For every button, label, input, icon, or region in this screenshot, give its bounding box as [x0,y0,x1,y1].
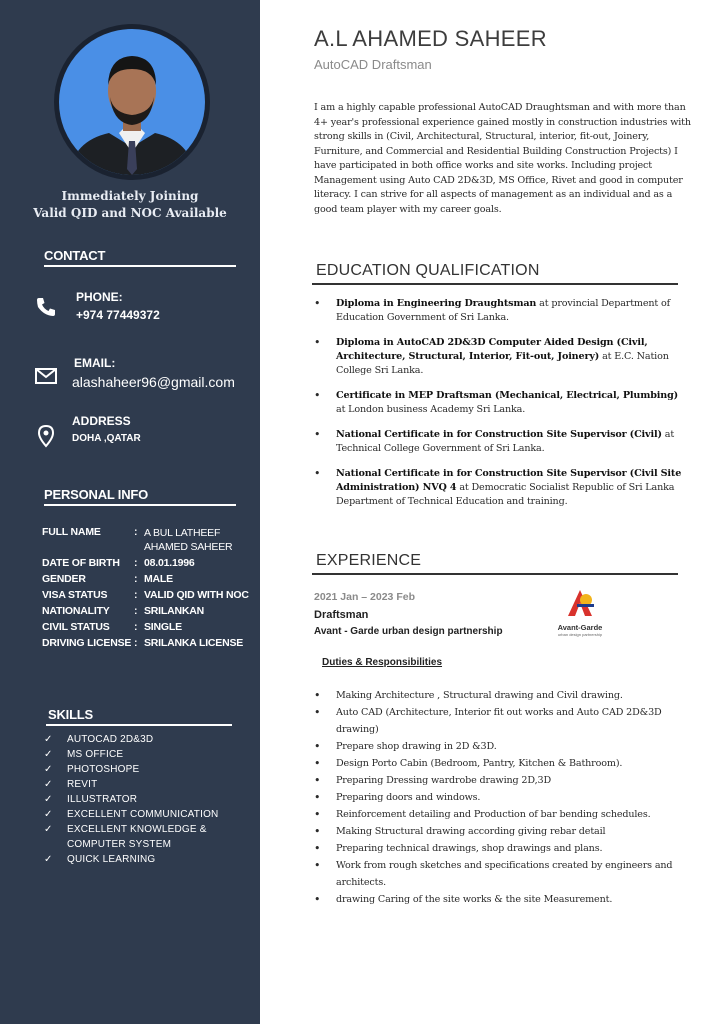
logo-subtext: urban design partnership [557,632,603,637]
experience-company: Avant - Garde urban design partnership [314,626,503,637]
info-colon: : [134,605,138,617]
duty-item: • Reinforcement detailing and Production of bar bending schedules. [314,806,692,823]
duty-item: • Design Porto Cabin (Bedroom, Pantry, Kitchen & Bathroom). [314,755,692,772]
availability-note [20,188,240,222]
info-value: SINGLE [144,621,182,633]
location-pin-icon [34,424,58,448]
skill-label: EXCELLENT KNOWLEDGE & COMPUTER SYSTEM [67,824,207,850]
contact-divider [44,265,236,267]
availability-line-1: Immediately Joining [61,189,199,203]
skill-label: REVIT [67,779,98,790]
education-qualification: Certificate in MEP Draftsman (Mechanical, Electrical, Plumbing) [336,390,679,401]
education-qualification: National Certificate in for Construction Site Supervisor (Civil Site Administration) NVQ 4 [336,468,682,493]
phone-number[interactable]: +974 77449372 [76,308,160,322]
info-row-nationality [42,605,264,617]
experience-title: EXPERIENCE [316,552,422,569]
checkmark-icon: ✓ [44,749,53,760]
info-value: 08.01.1996 [144,557,195,569]
skill-item [44,777,244,792]
person-portrait-icon [59,29,205,175]
skill-label: QUICK LEARNING [67,854,156,865]
skill-item [44,762,244,777]
personal-info-divider [44,504,236,506]
education-qualification: Diploma in AutoCAD 2D&3D Computer Aided Design (Civil, Architecture, Structural, Interior, Fit-out, Joinery) [336,337,648,362]
info-colon: : [134,573,138,585]
logo-text: Avant-Garde [557,623,603,632]
education-qualification: Diploma in Engineering Draughtsman [336,298,537,309]
education-institution: at E.C. Nation College Sri Lanka. [336,351,669,376]
info-row-full-name [42,526,244,554]
info-value: A BUL LATHEEF AHAMED SAHEER [144,527,233,553]
availability-line-2: Valid QID and NOC Available [33,206,227,220]
info-key: CIVIL STATUS [42,621,110,633]
info-row-driving-license [42,637,264,649]
skill-item [44,747,244,762]
education-institution: at Technical College Government of Sri Lanka. [336,429,675,454]
education-institution: at Democratic Socialist Republic of Sri Lanka Department of Technical Education and training. [336,482,675,507]
duty-item: • Preparing technical drawings, shop drawings and plans. [314,840,692,857]
phone-label: PHONE: [76,290,123,304]
info-row-civil-status [42,621,264,633]
info-row-visa [42,589,264,601]
address-label: ADDRESS [72,414,131,428]
info-key: NATIONALITY [42,605,110,617]
info-row-gender [42,573,264,585]
skill-label: EXCELLENT COMMUNICATION [67,809,219,820]
contact-title: CONTACT [44,248,106,263]
info-key: VISA STATUS [42,589,108,601]
education-qualification: National Certificate in for Construction Site Supervisor (Civil) [336,429,662,440]
candidate-role: AutoCAD Draftsman [314,57,432,72]
duty-item: • Making Structural drawing according giving rebar detail [314,823,692,840]
duty-item: • Preparing doors and windows. [314,789,692,806]
experience-divider [312,573,678,575]
avant-garde-logo-icon [550,588,610,620]
education-divider [312,283,678,285]
envelope-icon [34,364,58,388]
avatar [59,29,205,175]
education-item [314,467,688,509]
info-colon: : [134,557,138,569]
checkmark-icon: ✓ [44,734,53,745]
skills-title: SKILLS [48,707,94,722]
education-title: EDUCATION QUALIFICATION [316,262,540,279]
skill-label: MS OFFICE [67,749,124,760]
info-colon: : [134,589,138,601]
duty-item: • drawing Caring of the site works & the site Measurement. [314,891,692,908]
education-item [314,297,688,325]
education-item [314,389,688,417]
education-item [314,428,688,456]
skill-item [44,822,244,852]
education-list [314,297,688,520]
education-item [314,336,688,378]
skill-item [44,807,244,822]
experience-role: Draftsman [314,609,369,621]
info-colon: : [134,637,138,649]
skills-divider [46,724,232,726]
education-institution: at provincial Department of Education Government of Sri Lanka. [336,298,671,323]
email-address[interactable]: alashaheer96@gmail.com [72,374,235,390]
checkmark-icon: ✓ [44,779,53,790]
phone-icon [34,295,58,319]
info-key: FULL NAME [42,526,101,538]
profile-summary: I am a highly capable professional AutoCAD Draughtsman and with more than 4+ year's professional experience gained mostly in construction industries with strong skills in (Civil, Architectural, Structural, interior, fit-out, Joinery, Furniture, and Commercial and Residential Building Construction Projects) I have participated in both office works and site works. Including project Management using Auto CAD 2D&3D, MS Office, Rivet and good in computer literacy. I can strive for all aspects of management as an individual and as a good team player with my career goals. [314,102,691,215]
education-institution: at London business Academy Sri Lanka. [336,404,526,415]
info-key: DRIVING LICENSE [42,637,132,649]
info-colon: : [134,621,138,633]
duty-item: • Preparing Dressing wardrobe drawing 2D,3D [314,772,692,789]
skill-label: PHOTOSHOPE [67,764,140,775]
experience-date: 2021 Jan – 2023 Feb [314,591,415,603]
checkmark-icon: ✓ [44,764,53,775]
info-colon: : [134,526,138,538]
company-logo [550,588,610,638]
duty-item: • Prepare shop drawing in 2D &3D. [314,738,692,755]
checkmark-icon: ✓ [44,854,53,865]
checkmark-icon: ✓ [44,794,53,805]
candidate-name: A.L AHAMED SAHEER [314,26,547,51]
info-value: MALE [144,573,173,585]
skill-item [44,732,244,747]
sidebar [0,0,260,1024]
personal-info-title: PERSONAL INFO [44,487,149,502]
skills-list [44,732,244,867]
info-key: GENDER [42,573,86,585]
skill-label: ILLUSTRATOR [67,794,138,805]
skill-item [44,792,244,807]
duties-title: Duties & Responsibilities [322,657,443,668]
checkmark-icon: ✓ [44,809,53,820]
address-value: DOHA ,QATAR [72,433,141,444]
info-key: DATE OF BIRTH [42,557,120,569]
skill-label: AUTOCAD 2D&3D [67,734,154,745]
duty-item: • Auto CAD (Architecture, Interior fit out works and Auto CAD 2D&3D drawing) [314,704,692,738]
info-row-dob [42,557,264,569]
info-value: VALID QID WITH NOC [144,589,249,601]
duty-item: • Making Architecture , Structural drawing and Civil drawing. [314,687,692,704]
profile-photo [54,24,210,180]
duty-item: • Work from rough sketches and specifications created by engineers and architects. [314,857,692,891]
checkmark-icon: ✓ [44,824,53,835]
duties-list [314,687,692,908]
skill-item [44,852,244,867]
info-value: SRILANKAN [144,605,205,617]
email-label: EMAIL: [74,356,116,370]
info-value: SRILANKA LICENSE [144,637,244,649]
